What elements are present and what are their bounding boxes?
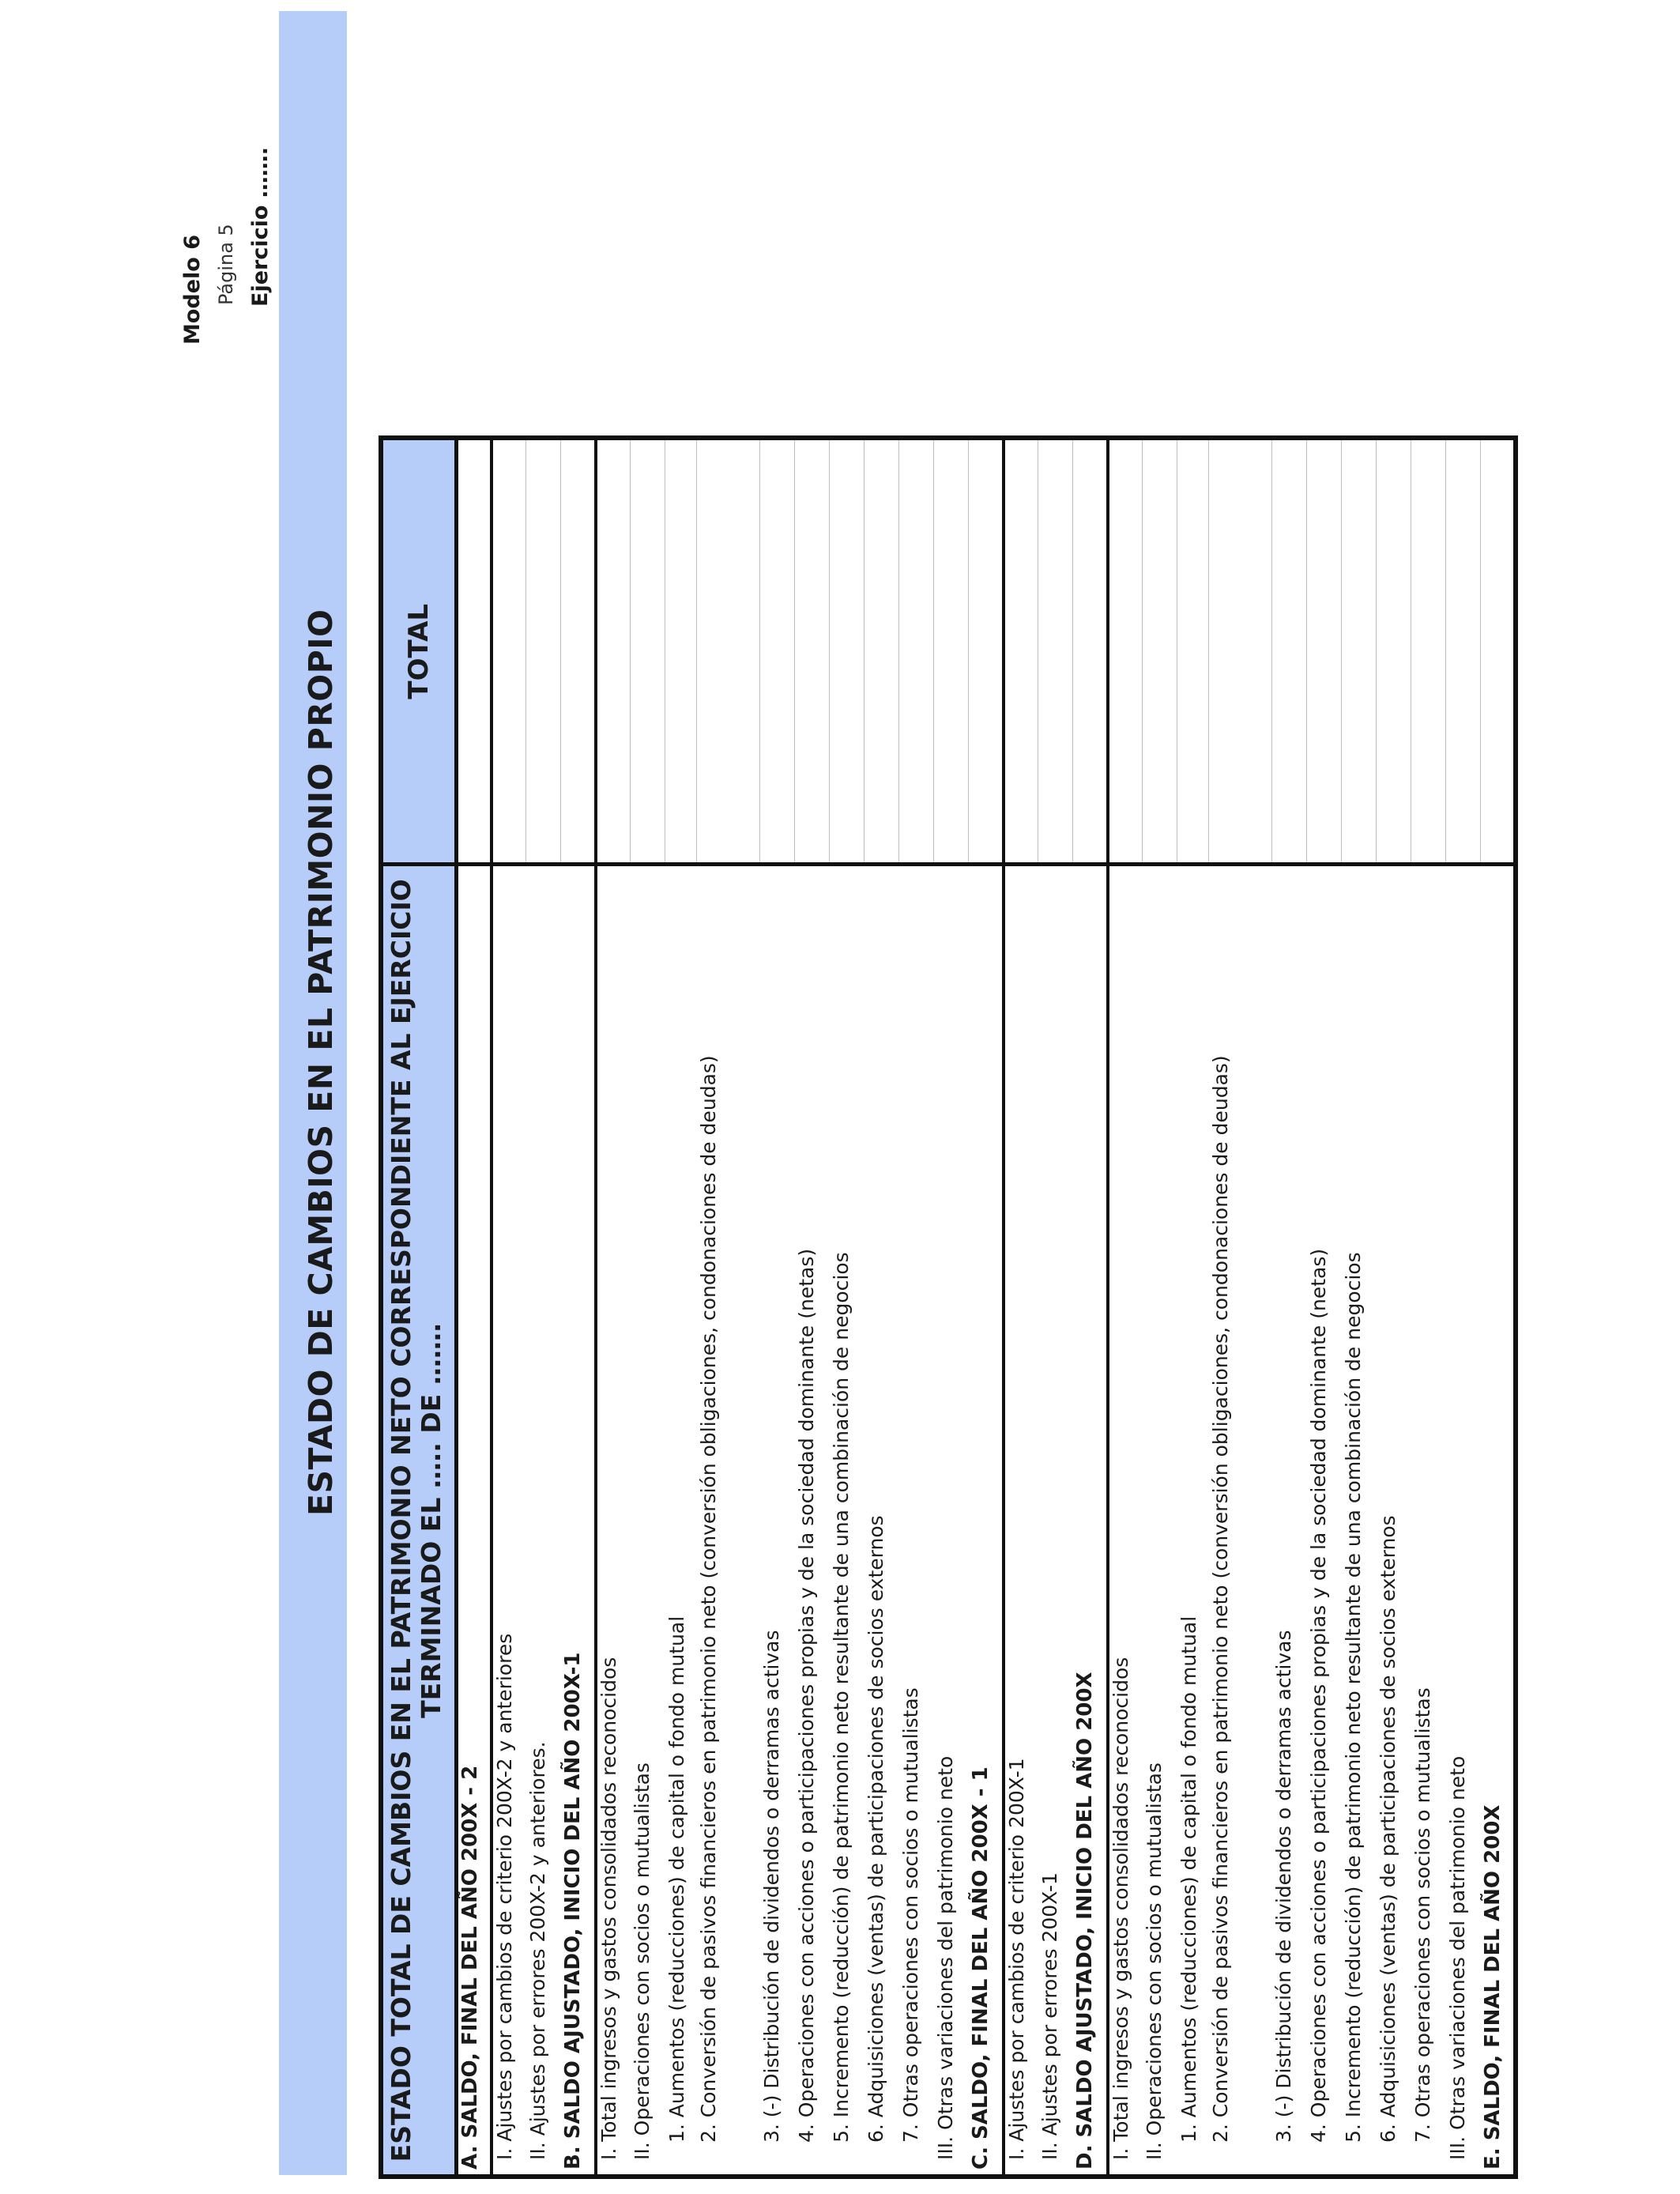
total-cell[interactable] <box>760 438 795 865</box>
total-cell[interactable] <box>1377 438 1411 865</box>
row-label: I. Ajustes por cambios de criterio 200X-1 <box>1004 1758 1028 2160</box>
table-row <box>1004 438 1038 2177</box>
total-cell[interactable] <box>1177 438 1209 865</box>
exercise-label: Ejercicio ……. <box>248 146 273 307</box>
table-row <box>697 438 760 2177</box>
table-row <box>1272 438 1307 2177</box>
total-cell[interactable] <box>1004 438 1038 865</box>
total-cell[interactable] <box>631 438 665 865</box>
equity-changes-table-wrapper <box>379 440 1505 2179</box>
total-cell[interactable] <box>969 438 1004 865</box>
table-row <box>864 438 899 2177</box>
total-cell[interactable] <box>1446 438 1481 865</box>
row-label: II. Operaciones con socios o mutualistas <box>630 1762 654 2160</box>
table-row <box>561 438 596 2177</box>
row-label: 4. Operaciones con acciones o participaciones propias y de la sociedad dominante (netas) <box>794 1248 818 2143</box>
total-cell[interactable] <box>561 438 596 865</box>
table-row <box>969 438 1004 2177</box>
total-cell[interactable] <box>1108 438 1143 865</box>
row-label: II. Operaciones con socios o mutualistas <box>1142 1762 1166 2160</box>
total-cell[interactable] <box>1272 438 1307 865</box>
total-cell[interactable] <box>596 438 631 865</box>
table-row <box>1377 438 1411 2177</box>
total-cell[interactable] <box>899 438 934 865</box>
row-label: 5. Incremento (reducción) de patrimonio neto resultante de una combinación de negocios <box>829 1252 853 2143</box>
table-row <box>899 438 934 2177</box>
row-label: C. SALDO, FINAL DEL AÑO 200X - 1 <box>969 865 1004 2177</box>
row-label: III. Otras variaciones del patrimonio neto <box>933 1755 957 2160</box>
page-title: ESTADO DE CAMBIOS EN EL PATRIMONIO PROPIO <box>302 609 340 1516</box>
row-label: D. SALDO AJUSTADO, INICIO DEL AÑO 200X <box>1073 865 1108 2177</box>
total-cell[interactable] <box>492 438 526 865</box>
total-cell[interactable] <box>665 438 697 865</box>
table-row <box>1209 438 1272 2177</box>
table-row <box>1342 438 1377 2177</box>
table-row <box>1108 438 1143 2177</box>
column-header-label: ESTADO TOTAL DE CAMBIOS EN EL PATRIMONIO NETO CORRESPONDIENTE AL EJERCICIO TERMINADO EL ….. DE ……. <box>381 865 457 2177</box>
total-cell[interactable] <box>830 438 864 865</box>
total-cell[interactable] <box>864 438 899 865</box>
total-cell[interactable] <box>1342 438 1377 865</box>
table-row <box>830 438 864 2177</box>
row-label: 3. (-) Distribución de dividendos o derramas activas <box>1271 1630 1295 2143</box>
page-number: Página 5 <box>215 224 237 305</box>
table-row <box>457 438 492 2177</box>
table-row <box>665 438 697 2177</box>
row-label: 6. Adquisiciones (ventas) de participaciones de socios externos <box>1376 1515 1399 2143</box>
table-row <box>631 438 665 2177</box>
row-label: E. SALDO, FINAL DEL AÑO 200X <box>1480 1804 1505 2169</box>
row-label: I. Ajustes por cambios de criterio 200X-2 y anteriores <box>492 1633 516 2160</box>
row-label: 2. Conversión de pasivos financieros en patrimonio neto (conversión obligaciones, condonaciones de deudas) <box>1208 1055 1232 2143</box>
total-cell[interactable] <box>1307 438 1342 865</box>
table-header-row <box>381 438 457 2177</box>
table-row <box>1143 438 1177 2177</box>
total-cell[interactable] <box>1143 438 1177 865</box>
total-cell[interactable] <box>1073 438 1108 865</box>
total-cell[interactable] <box>934 438 969 865</box>
row-label: II. Ajustes por errores 200X-2 y anteriores. <box>525 1741 549 2160</box>
row-label: I. Total ingresos y gastos consolidados reconocidos <box>1109 1657 1132 2160</box>
row-label: 7. Otras operaciones con socios o mutualistas <box>898 1687 922 2143</box>
table-row <box>1307 438 1342 2177</box>
total-cell[interactable] <box>795 438 830 865</box>
table-row <box>795 438 830 2177</box>
total-cell[interactable] <box>1038 438 1073 865</box>
row-label: 4. Operaciones con acciones o participaciones propias y de la sociedad dominante (netas) <box>1306 1248 1330 2143</box>
table-row <box>760 438 795 2177</box>
table-row <box>934 438 969 2177</box>
total-cell[interactable] <box>697 438 760 865</box>
row-label: B. SALDO AJUSTADO, INICIO DEL AÑO 200X-1 <box>561 865 596 2177</box>
equity-changes-table <box>379 435 1518 2179</box>
row-label: 2. Conversión de pasivos financieros en patrimonio neto (conversión obligaciones, condonaciones de deudas) <box>696 1055 720 2143</box>
column-header-total: TOTAL <box>381 438 457 865</box>
table-row <box>1038 438 1073 2177</box>
table-row <box>492 438 526 2177</box>
table-row <box>1073 438 1108 2177</box>
row-label: 6. Adquisiciones (ventas) de participaciones de socios externos <box>864 1515 887 2143</box>
row-label: 7. Otras operaciones con socios o mutualistas <box>1411 1687 1434 2143</box>
total-cell[interactable] <box>1209 438 1272 865</box>
table-row <box>1411 438 1446 2177</box>
row-label: 1. Aumentos (reducciones) de capital o fondo mutual <box>665 1615 688 2143</box>
table-row <box>1446 438 1481 2177</box>
total-cell[interactable] <box>1411 438 1446 865</box>
row-label: II. Ajustes por errores 200X-1 <box>1038 1872 1061 2160</box>
total-cell[interactable] <box>526 438 561 865</box>
row-label: 5. Incremento (reducción) de patrimonio neto resultante de una combinación de negocios <box>1341 1252 1365 2143</box>
table-row <box>526 438 561 2177</box>
table-row <box>596 438 631 2177</box>
total-cell[interactable] <box>1481 438 1516 865</box>
table-row <box>1481 438 1516 2177</box>
total-cell[interactable] <box>457 438 492 865</box>
row-label: 3. (-) Distribución de dividendos o derramas activas <box>759 1630 783 2143</box>
row-label: I. Total ingresos y gastos consolidados reconocidos <box>597 1657 620 2160</box>
row-label: III. Otras variaciones del patrimonio neto <box>1445 1755 1469 2160</box>
row-label: 1. Aumentos (reducciones) de capital o fondo mutual <box>1177 1615 1200 2143</box>
row-label: A. SALDO, FINAL DEL AÑO 200X - 2 <box>457 865 492 2177</box>
table-row <box>1177 438 1209 2177</box>
model-label: Modelo 6 <box>180 234 205 345</box>
